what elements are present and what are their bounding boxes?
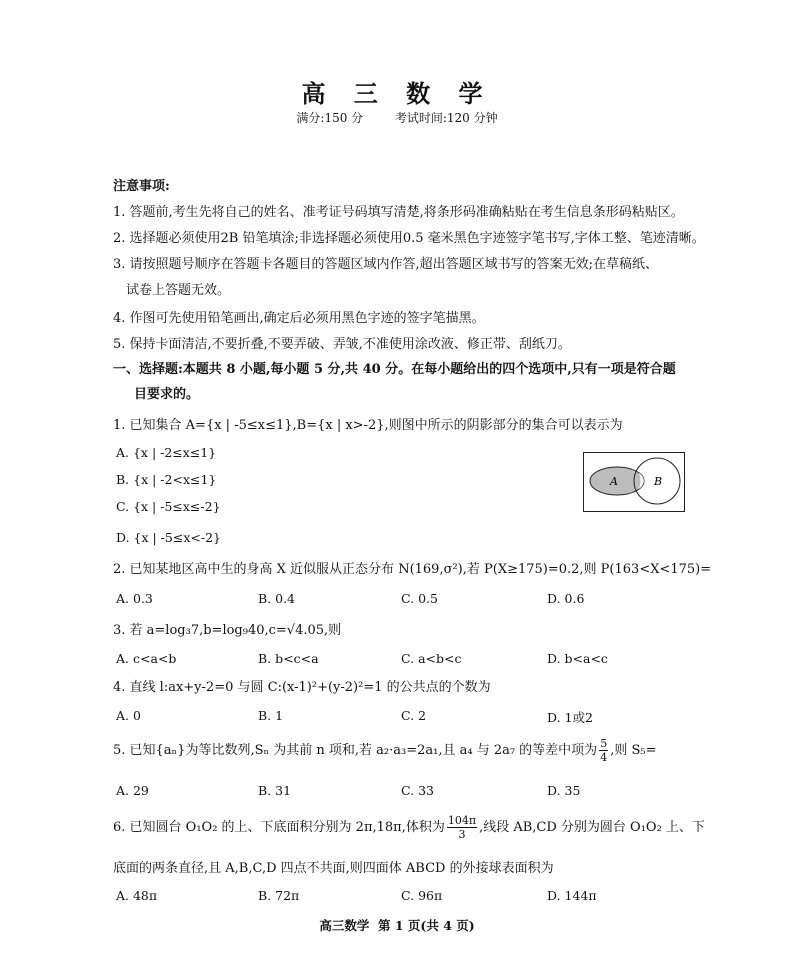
question-2-stem: 2. 已知某地区高中生的身高 X 近似服从正态分布 N(169,σ²),若 P(X≥175)=0.2,则 P(163<X<175)=	[113, 562, 712, 577]
q1-option-a: A. {x | -2≤x≤1}	[116, 445, 217, 460]
q3-option-a: A. c<a<b	[116, 651, 177, 666]
full-score: 满分:150 分	[296, 111, 364, 125]
q5-fraction-denominator: 4	[600, 751, 608, 764]
q6-stem-text: 6. 已知圆台 O₁O₂ 的上、下底面积分别为 2π,18π,体积为	[113, 819, 445, 835]
q5-option-a: A. 29	[116, 783, 149, 798]
q4-option-b: B. 1	[258, 708, 284, 723]
q4-option-a: A. 0	[116, 708, 141, 723]
q5-option-b: B. 31	[258, 783, 292, 798]
q2-option-c: C. 0.5	[401, 591, 438, 606]
q6-fraction-denominator: 3	[458, 828, 466, 841]
notice-item: 试卷上答题无效。	[126, 283, 231, 298]
q6-option-a: A. 48π	[116, 888, 158, 903]
q6-fraction-numerator: 104π	[447, 814, 477, 827]
q6-option-d: D. 144π	[547, 888, 597, 903]
venn-diagram	[583, 452, 685, 512]
page-footer: 高三数学 第 1 页(共 4 页)	[319, 918, 475, 933]
exam-time: 考试时间:120 分钟	[394, 111, 498, 125]
exam-info	[0, 109, 794, 126]
q6-option-c: C. 96π	[401, 888, 443, 903]
section-heading-cont: 目要求的。	[134, 387, 200, 402]
question-4-stem: 4. 直线 l:ax+y-2=0 与圆 C:(x-1)²+(y-2)²=1 的公共点的个数为	[113, 680, 491, 695]
q6-fraction	[447, 814, 477, 841]
q3-option-b: B. b<c<a	[258, 651, 319, 666]
question-6-stem-cont: 底面的两条直径,且 A,B,C,D 四点不共面,则四面体 ABCD 的外接球表面积为	[113, 861, 554, 876]
question-6-stem	[113, 814, 705, 841]
q2-option-d: D. 0.6	[547, 591, 585, 606]
q3-option-c: C. a<b<c	[401, 651, 462, 666]
q5-option-d: D. 35	[547, 783, 581, 798]
q4-option-d: D. 1或2	[547, 710, 593, 725]
notice-item: 1. 答题前,考生先将自己的姓名、准考证号码填写清楚,将条形码准确粘贴在考生信息条形码粘贴区。	[113, 205, 684, 220]
section-heading: 一、选择题:本题共 8 小题,每小题 5 分,共 40 分。在每小题给出的四个选项中,只有一项是符合题	[113, 362, 676, 377]
venn-label-b: B	[654, 475, 663, 488]
notice-item: 4. 作图可先使用铅笔画出,确定后必须用黑色字迹的签字笔描黑。	[113, 311, 485, 326]
notice-item: 3. 请按照题号顺序在答题卡各题目的答题区域内作答,超出答题区域书写的答案无效;在草稿纸、	[113, 257, 659, 272]
q5-option-c: C. 33	[401, 783, 434, 798]
q6-option-b: B. 72π	[258, 888, 300, 903]
q5-stem-tail: ,则 S₅=	[610, 742, 657, 758]
q2-option-b: B. 0.4	[258, 591, 296, 606]
notice-item: 5. 保持卡面清洁,不要折叠,不要弄破、弄皱,不准使用涂改液、修正带、刮纸刀。	[113, 337, 571, 352]
q5-fraction	[599, 737, 608, 764]
page-title: 高 三 数 学	[301, 79, 493, 108]
q6-stem-tail: ,线段 AB,CD 分别为圆台 O₁O₂ 上、下	[479, 819, 705, 835]
q2-option-a: A. 0.3	[116, 591, 153, 606]
question-1-stem: 1. 已知集合 A={x | -5≤x≤1},B={x | x>-2},则图中所示的阴影部分的集合可以表示为	[113, 418, 623, 433]
q4-option-c: C. 2	[401, 708, 427, 723]
notice-heading: 注意事项:	[113, 179, 170, 194]
question-3-stem: 3. 若 a=log₃7,b=log₉40,c=√4.05,则	[113, 623, 342, 638]
question-5-stem	[113, 737, 656, 764]
q5-stem-text: 5. 已知{aₙ}为等比数列,Sₙ 为其前 n 项和,若 a₂·a₃=2a₁,且 a₄ 与 2a₇ 的等差中项为	[113, 742, 598, 758]
q5-fraction-numerator: 5	[600, 737, 608, 750]
q1-option-c: C. {x | -5≤x≤-2}	[116, 499, 221, 514]
notice-item: 2. 选择题必须使用2B 铅笔填涂;非选择题必须使用0.5 毫米黑色字迹签字笔书写,字体工整、笔迹清晰。	[113, 231, 705, 246]
q1-option-b: B. {x | -2<x≤1}	[116, 472, 217, 487]
q3-option-d: D. b<a<c	[547, 651, 608, 666]
venn-label-a: A	[610, 475, 618, 488]
q1-option-d: D. {x | -5≤x<-2}	[116, 530, 221, 545]
